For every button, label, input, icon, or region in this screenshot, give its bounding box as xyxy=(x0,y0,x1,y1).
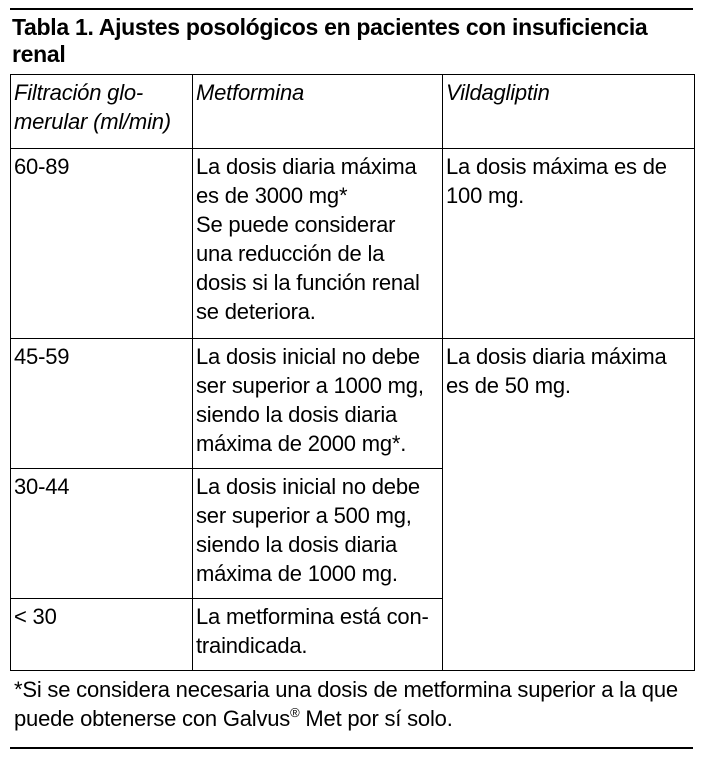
cell-gfr: 60-89 xyxy=(11,149,193,339)
cell-line: traindicada. xyxy=(196,633,308,658)
cell-metformina xyxy=(193,599,443,671)
cell-line: máxima de 2000 mg*. xyxy=(196,431,407,456)
footnote-line-2 xyxy=(14,704,693,733)
cell-line: La dosis diaria máxima xyxy=(446,344,667,369)
footnote-line-1: *Si se considera necesaria una dosis de metformina superior a la que xyxy=(14,677,678,702)
cell-metformina xyxy=(193,469,443,599)
footnote-text: puede obtenerse con Galvus xyxy=(14,706,291,731)
cell-line: se deteriora. xyxy=(196,299,316,324)
cell-line: 100 mg. xyxy=(446,183,525,208)
cell-gfr: 45-59 xyxy=(11,339,193,469)
registered-mark: ® xyxy=(290,705,300,720)
header-gfr-line-2: merular (ml/min) xyxy=(14,109,171,134)
table-header-row xyxy=(11,75,695,149)
cell-line: es de 3000 mg* xyxy=(196,183,348,208)
table-footnote xyxy=(10,671,693,739)
table-row xyxy=(11,339,695,469)
cell-vildagliptin xyxy=(443,339,695,671)
header-gfr-line-1: Filtración glo- xyxy=(14,80,144,105)
table-row xyxy=(11,149,695,339)
cell-line: es de 50 mg. xyxy=(446,373,571,398)
cell-line: La dosis diaria máxima xyxy=(196,154,417,179)
cell-metformina xyxy=(193,149,443,339)
cell-gfr: < 30 xyxy=(11,599,193,671)
bottom-rule xyxy=(10,747,693,749)
cell-line: La metformina está con- xyxy=(196,604,429,629)
footnote-text: Met por sí solo. xyxy=(299,706,453,731)
cell-vildagliptin xyxy=(443,149,695,339)
cell-line: máxima de 1000 mg. xyxy=(196,561,398,586)
cell-line: ser superior a 500 mg, xyxy=(196,503,412,528)
cell-line: La dosis inicial no debe xyxy=(196,344,420,369)
cell-line: ser superior a 1000 mg, xyxy=(196,373,424,398)
caption-line-1: Tabla 1. Ajustes posológicos en pacientes con insuficiencia xyxy=(12,14,648,40)
dosage-table xyxy=(10,74,695,671)
table-caption xyxy=(10,10,693,74)
cell-line: siendo la dosis diaria xyxy=(196,532,398,557)
cell-line: Se puede considerar xyxy=(196,212,396,237)
cell-gfr: 30-44 xyxy=(11,469,193,599)
cell-line: dosis si la función renal xyxy=(196,270,420,295)
document-page xyxy=(10,8,693,749)
cell-line: una reducción de la xyxy=(196,241,385,266)
cell-line: La dosis inicial no debe xyxy=(196,474,420,499)
cell-metformina xyxy=(193,339,443,469)
cell-line: La dosis máxima es de xyxy=(446,154,667,179)
caption-line-2: renal xyxy=(12,41,66,67)
header-metformina: Metformina xyxy=(193,75,443,149)
cell-line: siendo la dosis diaria xyxy=(196,402,398,427)
header-vildagliptin: Vildagliptin xyxy=(443,75,695,149)
header-gfr xyxy=(11,75,193,149)
